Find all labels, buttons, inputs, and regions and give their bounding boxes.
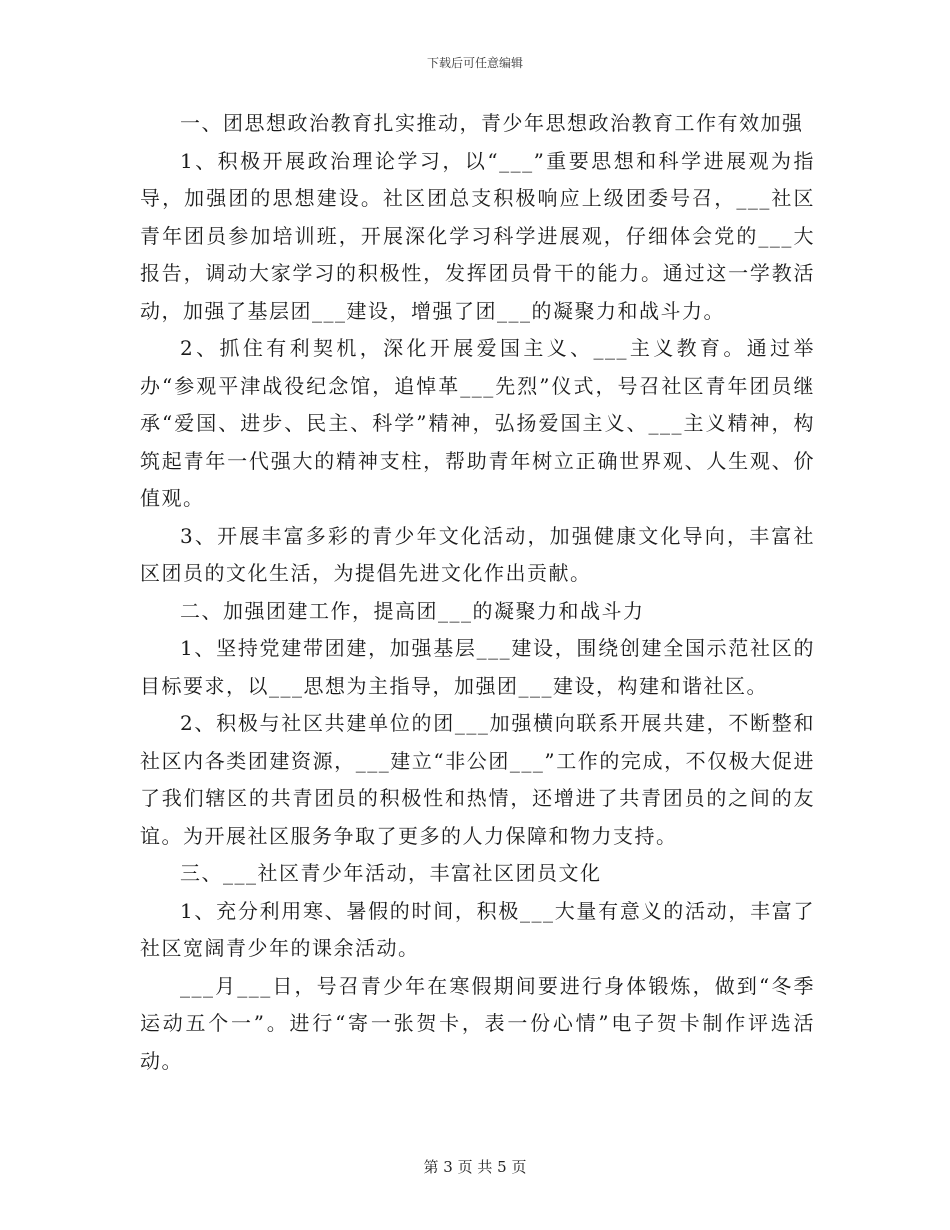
paragraph-2-2: 2、积极与社区共建单位的团___加强横向联系开展共建，不断整和社区内各类团建资源，___建立“非公团___”工作的完成，不仅极大促进了我们辖区的共青团员的积极性和热情，还增进了共青团员的之间的友谊。为开展社区服务争取了更多的人力保障和物力支持。: [140, 711, 815, 848]
paragraph-1-2: 2、抓住有利契机，深化开展爱国主义、___主义教育。通过举办“参观平津战役纪念馆，追悼革___先烈”仪式，号召社区青年团员继承“爱国、进步、民主、科学”精神，弘扬爱国主义、___主义精神，构筑起青年一代强大的精神支柱，帮助青年树立正确世界观、人生观、价值观。: [140, 336, 815, 510]
paragraph-3-1: 1、充分利用寒、暑假的时间，积极___大量有意义的活动，丰富了社区宽阔青少年的课余活动。: [140, 898, 815, 960]
document-body: [140, 105, 815, 1080]
paragraph-2-1: 1、坚持党建带团建，加强基层___建设，围绕创建全国示范社区的目标要求，以___思想为主指导，加强团___建设，构建和谐社区。: [140, 636, 815, 698]
section-heading-2: 二、加强团建工作，提高团___的凝聚力和战斗力: [180, 598, 645, 623]
section-heading-1: 一、团思想政治教育扎实推动，青少年思想政治教育工作有效加强: [180, 111, 804, 135]
page-header: 下载后可任意编辑: [426, 56, 523, 70]
paragraph-3-2: ___月___日，号召青少年在寒假期间要进行身体锻炼，做到“冬季运动五个一”。进行“寄一张贺卡，表一份心情”电子贺卡制作评选活动。: [140, 973, 815, 1073]
paragraph-1-3: 3、开展丰富多彩的青少年文化活动，加强健康文化导向，丰富社区团员的文化生活，为提倡先进文化作出贡献。: [140, 523, 815, 585]
paragraph-1-1: 1、积极开展政治理论学习，以“___”重要思想和科学进展观为指导，加强团的思想建设。社区团总支积极响应上级团委号召，___社区青年团员参加培训班，开展深化学习科学进展观，仔细体会党的___大报告，调动大家学习的积极性，发挥团员骨干的能力。通过这一学教活动，加强了基层团___建设，增强了团___的凝聚力和战斗力。: [140, 148, 815, 323]
page-footer: 第 3 页 共 5 页: [423, 1158, 527, 1176]
section-heading-3: 三、___社区青少年活动，丰富社区团员文化: [180, 861, 602, 885]
